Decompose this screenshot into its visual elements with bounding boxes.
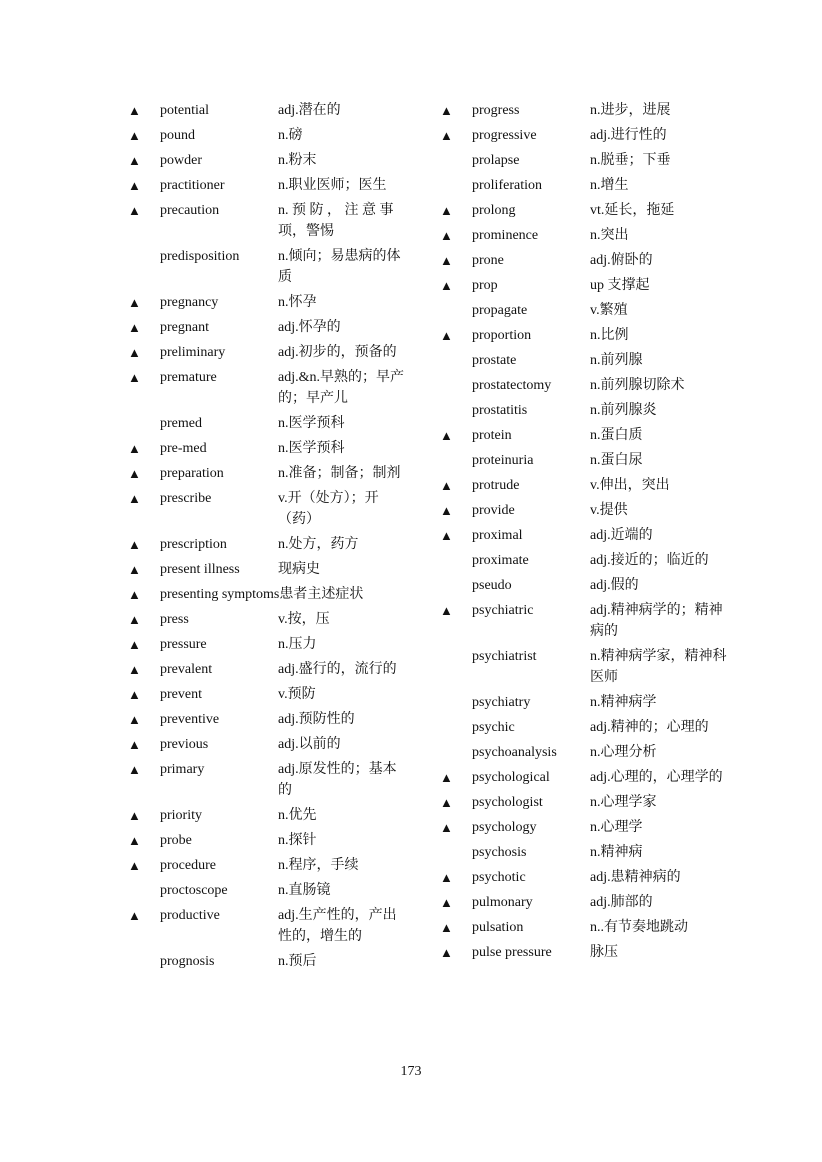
glossary-entry bbox=[440, 550, 730, 571]
entry-term: press bbox=[160, 612, 189, 627]
triangle-marker-icon: ▲ bbox=[440, 945, 453, 960]
triangle-marker-icon: ▲ bbox=[128, 562, 141, 577]
entry-definition: up 支撑起 bbox=[590, 278, 650, 293]
triangle-marker-icon: ▲ bbox=[128, 537, 141, 552]
entry-term: psychiatric bbox=[472, 603, 534, 618]
entry-term: pulmonary bbox=[472, 895, 533, 910]
glossary-entry bbox=[128, 125, 408, 146]
glossary-entry bbox=[128, 634, 408, 655]
glossary-entry bbox=[128, 759, 408, 801]
entry-definition: adj.精神的；心理的 bbox=[590, 720, 709, 735]
entry-term: potential bbox=[160, 103, 209, 118]
triangle-marker-icon: ▲ bbox=[128, 491, 141, 506]
glossary-entry bbox=[128, 659, 408, 680]
entry-definition: n.探针 bbox=[278, 833, 317, 848]
triangle-marker-icon: ▲ bbox=[440, 820, 453, 835]
entry-term: predisposition bbox=[160, 249, 240, 264]
glossary-entry bbox=[440, 917, 730, 938]
entry-term: prominence bbox=[472, 228, 539, 243]
triangle-marker-icon: ▲ bbox=[128, 441, 141, 456]
entry-term: pseudo bbox=[472, 578, 512, 593]
entry-term: probe bbox=[160, 833, 192, 848]
entry-definition: n.怀孕 bbox=[278, 295, 317, 310]
entry-definition: n.磅 bbox=[278, 128, 303, 143]
entry-definition: n.心理学家 bbox=[590, 795, 657, 810]
triangle-marker-icon: ▲ bbox=[440, 920, 453, 935]
entry-term: premature bbox=[160, 370, 217, 385]
entry-term: protein bbox=[472, 428, 512, 443]
glossary-entry bbox=[440, 692, 730, 713]
triangle-marker-icon: ▲ bbox=[440, 478, 453, 493]
glossary-entry bbox=[128, 534, 408, 555]
entry-definition: n.比例 bbox=[590, 328, 629, 343]
entry-definition: n.倾向；易患病的体质 bbox=[278, 249, 401, 285]
entry-definition: 脉压 bbox=[590, 945, 618, 960]
glossary-entry bbox=[440, 200, 730, 221]
entry-term: proteinuria bbox=[472, 453, 534, 468]
entry-term: prognosis bbox=[160, 954, 215, 969]
entry-definition: n.直肠镜 bbox=[278, 883, 331, 898]
glossary-entry bbox=[440, 767, 730, 788]
entry-definition: n..有节奏地跳动 bbox=[590, 920, 688, 935]
entry-term: psychology bbox=[472, 820, 537, 835]
entry-definition: n.精神病 bbox=[590, 845, 643, 860]
entry-definition: v.开（处方）；开（药） bbox=[278, 491, 379, 527]
entry-definition: adj.初步的，预备的 bbox=[278, 345, 397, 360]
entry-definition: n.突出 bbox=[590, 228, 629, 243]
triangle-marker-icon: ▲ bbox=[440, 103, 453, 118]
glossary-entry bbox=[440, 175, 730, 196]
triangle-marker-icon: ▲ bbox=[128, 687, 141, 702]
left-column bbox=[128, 100, 408, 976]
glossary-entry bbox=[440, 375, 730, 396]
entry-term: preparation bbox=[160, 466, 224, 481]
glossary-entry bbox=[440, 450, 730, 471]
entry-definition: v.预防 bbox=[278, 687, 316, 702]
glossary-entry bbox=[440, 500, 730, 521]
entry-term: proctoscope bbox=[160, 883, 228, 898]
entry-term: preventive bbox=[160, 712, 220, 727]
triangle-marker-icon: ▲ bbox=[128, 612, 141, 627]
glossary-entry bbox=[440, 575, 730, 596]
triangle-marker-icon: ▲ bbox=[128, 908, 141, 923]
triangle-marker-icon: ▲ bbox=[440, 795, 453, 810]
glossary-entry bbox=[440, 300, 730, 321]
right-column bbox=[440, 100, 730, 967]
glossary-entry bbox=[440, 225, 730, 246]
glossary-entry bbox=[440, 125, 730, 146]
entry-definition: n.精神病学家，精神科医师 bbox=[590, 649, 727, 685]
entry-definition: adj.肺部的 bbox=[590, 895, 653, 910]
entry-term: proximal bbox=[472, 528, 523, 543]
entry-term: precaution bbox=[160, 203, 220, 218]
entry-definition: adj.&n.早熟的；早产的；早产儿 bbox=[278, 370, 404, 406]
entry-definition: adj.假的 bbox=[590, 578, 639, 593]
entry-term: pre-med bbox=[160, 441, 207, 456]
glossary-entry bbox=[440, 867, 730, 888]
glossary-entry bbox=[440, 646, 730, 688]
entry-definition: v.繁殖 bbox=[590, 303, 628, 318]
entry-definition: n.医学预科 bbox=[278, 416, 345, 431]
entry-definition: n.前列腺切除术 bbox=[590, 378, 685, 393]
entry-term: prevalent bbox=[160, 662, 213, 677]
glossary-entry bbox=[128, 880, 408, 901]
triangle-marker-icon: ▲ bbox=[128, 858, 141, 873]
entry-definition: n.增生 bbox=[590, 178, 629, 193]
glossary-entry bbox=[128, 734, 408, 755]
glossary-entry bbox=[440, 100, 730, 121]
glossary-entry bbox=[128, 830, 408, 851]
entry-definition: adj.近端的 bbox=[590, 528, 653, 543]
entry-definition: adj.进行性的 bbox=[590, 128, 667, 143]
glossary-entry bbox=[128, 150, 408, 171]
entry-definition: adj.患精神病的 bbox=[590, 870, 681, 885]
entry-definition: n.前列腺 bbox=[590, 353, 643, 368]
entry-definition: adj.盛行的，流行的 bbox=[278, 662, 397, 677]
entry-definition: adj.预防性的 bbox=[278, 712, 355, 727]
triangle-marker-icon: ▲ bbox=[128, 178, 141, 193]
triangle-marker-icon: ▲ bbox=[128, 103, 141, 118]
triangle-marker-icon: ▲ bbox=[128, 128, 141, 143]
entry-term: progressive bbox=[472, 128, 537, 143]
glossary-entry bbox=[440, 350, 730, 371]
entry-definition: adj.以前的 bbox=[278, 737, 341, 752]
glossary-entry bbox=[440, 942, 730, 963]
entry-definition: n.职业医师；医生 bbox=[278, 178, 387, 193]
entry-term: psychiatrist bbox=[472, 649, 537, 664]
triangle-marker-icon: ▲ bbox=[128, 345, 141, 360]
entry-term: primary bbox=[160, 762, 205, 777]
triangle-marker-icon: ▲ bbox=[128, 370, 141, 385]
triangle-marker-icon: ▲ bbox=[128, 466, 141, 481]
entry-definition: n.前列腺炎 bbox=[590, 403, 657, 418]
entry-definition: n. 预 防 ， 注 意 事 项，警惕 bbox=[278, 203, 394, 239]
glossary-entry bbox=[128, 342, 408, 363]
glossary-entry bbox=[128, 709, 408, 730]
glossary-entry bbox=[128, 684, 408, 705]
triangle-marker-icon: ▲ bbox=[128, 587, 141, 602]
glossary-entry bbox=[128, 609, 408, 630]
triangle-marker-icon: ▲ bbox=[440, 428, 453, 443]
glossary-entry bbox=[128, 855, 408, 876]
glossary-entry bbox=[440, 817, 730, 838]
triangle-marker-icon: ▲ bbox=[440, 228, 453, 243]
triangle-marker-icon: ▲ bbox=[440, 278, 453, 293]
entry-term: prescribe bbox=[160, 491, 212, 506]
entry-term: present illness bbox=[160, 562, 240, 577]
entry-definition: 现病史 bbox=[278, 562, 320, 577]
entry-term: psychosis bbox=[472, 845, 527, 860]
triangle-marker-icon: ▲ bbox=[128, 203, 141, 218]
entry-term: prescription bbox=[160, 537, 227, 552]
triangle-marker-icon: ▲ bbox=[128, 833, 141, 848]
entry-definition: adj.心理的，心理学的 bbox=[590, 770, 723, 785]
entry-definition: n.心理分析 bbox=[590, 745, 657, 760]
entry-definition: n.预后 bbox=[278, 954, 317, 969]
triangle-marker-icon: ▲ bbox=[440, 203, 453, 218]
glossary-entry bbox=[128, 584, 408, 605]
entry-term: practitioner bbox=[160, 178, 225, 193]
entry-term: preliminary bbox=[160, 345, 226, 360]
triangle-marker-icon: ▲ bbox=[440, 128, 453, 143]
entry-definition: adj.潜在的 bbox=[278, 103, 341, 118]
entry-definition: n.心理学 bbox=[590, 820, 643, 835]
entry-term: psychological bbox=[472, 770, 550, 785]
entry-term: psychiatry bbox=[472, 695, 531, 710]
entry-definition: adj.原发性的；基本的 bbox=[278, 762, 397, 798]
glossary-entry bbox=[128, 100, 408, 121]
glossary-entry bbox=[128, 559, 408, 580]
glossary-entry bbox=[128, 292, 408, 313]
entry-definition: n.处方，药方 bbox=[278, 537, 359, 552]
triangle-marker-icon: ▲ bbox=[440, 253, 453, 268]
entry-term: proportion bbox=[472, 328, 532, 343]
glossary-entry bbox=[128, 200, 408, 242]
glossary-entry bbox=[440, 717, 730, 738]
entry-term: powder bbox=[160, 153, 202, 168]
glossary-entry bbox=[128, 317, 408, 338]
entry-definition: adj.怀孕的 bbox=[278, 320, 341, 335]
entry-term: pregnancy bbox=[160, 295, 219, 310]
glossary-entry bbox=[440, 275, 730, 296]
glossary-entry bbox=[440, 742, 730, 763]
entry-term: productive bbox=[160, 908, 220, 923]
entry-definition: vt.延长，拖延 bbox=[590, 203, 675, 218]
entry-definition: adj.生产性的，产出性的，增生的 bbox=[278, 908, 397, 944]
entry-definition: n.精神病学 bbox=[590, 695, 657, 710]
entry-term: prop bbox=[472, 278, 498, 293]
entry-term: previous bbox=[160, 737, 209, 752]
entry-term: pulse pressure bbox=[472, 945, 552, 960]
glossary-entry bbox=[128, 438, 408, 459]
entry-definition: n.医学预科 bbox=[278, 441, 345, 456]
glossary-entry bbox=[128, 951, 408, 972]
triangle-marker-icon: ▲ bbox=[128, 295, 141, 310]
entry-term: pulsation bbox=[472, 920, 524, 935]
entry-term: prostatitis bbox=[472, 403, 528, 418]
triangle-marker-icon: ▲ bbox=[440, 895, 453, 910]
glossary-entry bbox=[440, 475, 730, 496]
entry-definition: adj.接近的；临近的 bbox=[590, 553, 709, 568]
triangle-marker-icon: ▲ bbox=[440, 770, 453, 785]
glossary-entry bbox=[440, 150, 730, 171]
entry-definition: v.伸出，突出 bbox=[590, 478, 670, 493]
entry-term: prolapse bbox=[472, 153, 520, 168]
entry-term: proximate bbox=[472, 553, 529, 568]
entry-term: psychoanalysis bbox=[472, 745, 557, 760]
glossary-entry bbox=[440, 842, 730, 863]
entry-term: provide bbox=[472, 503, 515, 518]
page-number: 173 bbox=[400, 1064, 422, 1079]
entry-definition: n.准备；制备；制剂 bbox=[278, 466, 401, 481]
triangle-marker-icon: ▲ bbox=[128, 153, 141, 168]
entry-term: priority bbox=[160, 808, 202, 823]
entry-definition: 患者主述症状 bbox=[279, 587, 364, 602]
entry-definition: v.按，压 bbox=[278, 612, 330, 627]
entry-term: psychologist bbox=[472, 795, 543, 810]
triangle-marker-icon: ▲ bbox=[128, 808, 141, 823]
entry-term: procedure bbox=[160, 858, 216, 873]
glossary-entry bbox=[128, 805, 408, 826]
entry-term: pregnant bbox=[160, 320, 209, 335]
entry-term: premed bbox=[160, 416, 202, 431]
triangle-marker-icon: ▲ bbox=[128, 320, 141, 335]
glossary-entry bbox=[128, 413, 408, 434]
entry-definition: n.蛋白尿 bbox=[590, 453, 643, 468]
entry-definition: n.进步，进展 bbox=[590, 103, 671, 118]
entry-definition: adj.俯卧的 bbox=[590, 253, 653, 268]
entry-definition: v.提供 bbox=[590, 503, 628, 518]
triangle-marker-icon: ▲ bbox=[440, 328, 453, 343]
triangle-marker-icon: ▲ bbox=[128, 637, 141, 652]
glossary-entry bbox=[440, 892, 730, 913]
entry-term: psychic bbox=[472, 720, 515, 735]
entry-term: propagate bbox=[472, 303, 528, 318]
glossary-entry bbox=[440, 525, 730, 546]
entry-term: psychotic bbox=[472, 870, 526, 885]
entry-term: prolong bbox=[472, 203, 516, 218]
glossary-entry bbox=[128, 488, 408, 530]
glossary-entry bbox=[128, 905, 408, 947]
glossary-entry bbox=[440, 425, 730, 446]
glossary-entry bbox=[128, 463, 408, 484]
glossary-entry bbox=[440, 250, 730, 271]
entry-term: pressure bbox=[160, 637, 207, 652]
entry-term: protrude bbox=[472, 478, 520, 493]
glossary-entry bbox=[128, 175, 408, 196]
entry-definition: n.脱垂；下垂 bbox=[590, 153, 671, 168]
glossary-entry bbox=[128, 246, 408, 288]
entry-term: progress bbox=[472, 103, 520, 118]
entry-term: proliferation bbox=[472, 178, 542, 193]
entry-term: prostate bbox=[472, 353, 517, 368]
entry-definition: n.粉末 bbox=[278, 153, 317, 168]
glossary-entry bbox=[440, 400, 730, 421]
entry-definition: adj.精神病学的；精神病的 bbox=[590, 603, 723, 639]
entry-term: pound bbox=[160, 128, 195, 143]
triangle-marker-icon: ▲ bbox=[440, 870, 453, 885]
entry-term: prostatectomy bbox=[472, 378, 552, 393]
triangle-marker-icon: ▲ bbox=[128, 737, 141, 752]
triangle-marker-icon: ▲ bbox=[128, 762, 141, 777]
triangle-marker-icon: ▲ bbox=[128, 662, 141, 677]
entry-definition: n.优先 bbox=[278, 808, 317, 823]
entry-definition: n.程序，手续 bbox=[278, 858, 359, 873]
triangle-marker-icon: ▲ bbox=[440, 503, 453, 518]
entry-term: presenting symptoms bbox=[160, 587, 280, 602]
glossary-entry bbox=[440, 792, 730, 813]
triangle-marker-icon: ▲ bbox=[440, 603, 453, 618]
entry-definition: n.压力 bbox=[278, 637, 317, 652]
triangle-marker-icon: ▲ bbox=[440, 528, 453, 543]
triangle-marker-icon: ▲ bbox=[128, 712, 141, 727]
glossary-entry bbox=[440, 325, 730, 346]
glossary-entry bbox=[440, 600, 730, 642]
entry-definition: n.蛋白质 bbox=[590, 428, 643, 443]
glossary-entry bbox=[128, 367, 408, 409]
entry-term: prone bbox=[472, 253, 504, 268]
entry-term: prevent bbox=[160, 687, 202, 702]
